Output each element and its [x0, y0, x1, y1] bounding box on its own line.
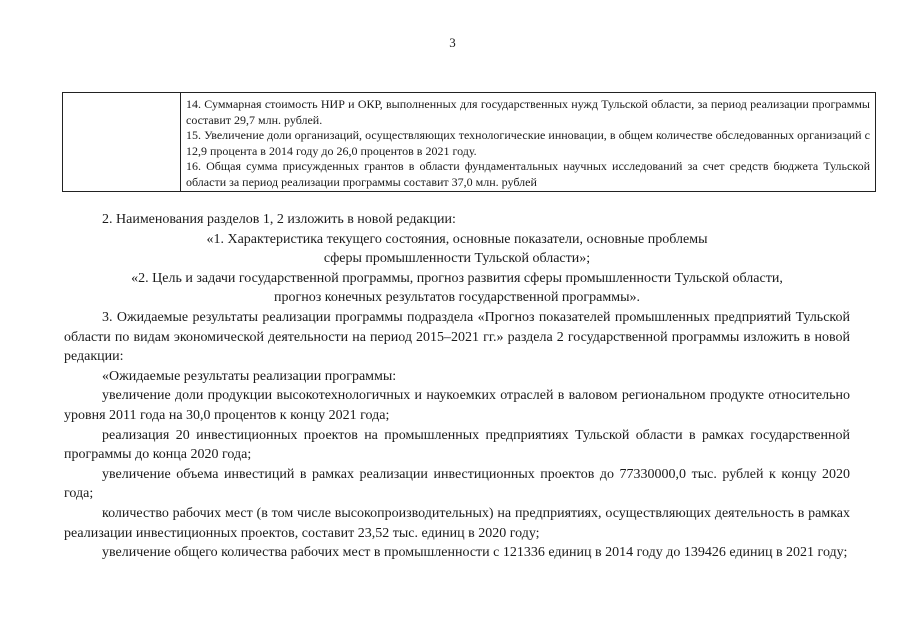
table-item-14: 14. Суммарная стоимость НИР и ОКР, выполненных для государственных нужд Тульской области, за период реализации программы составит 29,7 млн. рублей. [186, 97, 870, 127]
table-empty-cell [63, 93, 181, 191]
result-item-high-tech-share: увеличение доли продукции высокотехнологичных и наукоемких отраслей в валовом региональном продукте относительно уровня 2011 года на 30,0 процентов к концу 2021 года; [64, 388, 850, 423]
section-1-title-line-1: «1. Характеристика текущего состояния, основные показатели, основные проблемы [206, 231, 708, 247]
indicators-table [62, 92, 876, 192]
paragraph-expected-results-amend: 3. Ожидаемые результаты реализации программы подраздела «Прогноз показателей промышленных предприятий Тульской области по видам экономической деятельности на период 2015–2021 гг.» раздела 2 государственной программы изложить в новой редакции: [64, 309, 850, 365]
paragraph-expected-results-heading: «Ожидаемые результаты реализации программы: [102, 368, 397, 384]
result-item-total-workplaces: увеличение общего количества рабочих мест в промышленности с 121336 единиц в 2014 году до 139426 единиц в 2021 году; [102, 545, 848, 561]
section-1-title-line-2: сферы промышленности Тульской области»; [323, 251, 591, 267]
table-item-16: 16. Общая сумма присужденных грантов в области фундаментальных научных исследований за счет средств бюджета Тульской области за период реализации программы составит 37,0 млн. рублей [186, 159, 870, 189]
document-body [64, 210, 850, 563]
result-item-workplaces: количество рабочих мест (в том числе высокопроизводительных) на предприятиях, осуществляющих деятельность в рамках реализации инвестиционных проектов, составит 23,52 тыс. единиц в 2020 году; [64, 505, 850, 541]
section-2-title-line-2: прогноз конечных результатов государственной программы». [273, 290, 641, 306]
result-item-investment-volume: увеличение объема инвестиций в рамках реализации инвестиционных проектов до 77330000,0 тыс. рублей к концу 2020 года; [64, 466, 850, 502]
page-number: 3 [449, 35, 456, 50]
section-2-title-line-1: «2. Цель и задачи государственной программы, прогноз развития сферы промышленности Тульской области, [131, 270, 783, 286]
table-item-15: 15. Увеличение доли организаций, осуществляющих технологические инновации, в общем количестве обследованных организаций с 12,9 процента в 2014 году до 26,0 процентов в 2021 году. [186, 128, 870, 158]
result-item-investment-projects: реализация 20 инвестиционных проектов на промышленных предприятиях Тульской области в рамках государственной программы до конца 2020 года; [64, 427, 850, 463]
table-content-cell [186, 97, 870, 190]
paragraph-section-rename: 2. Наименования разделов 1, 2 изложить в новой редакции: [102, 212, 456, 227]
